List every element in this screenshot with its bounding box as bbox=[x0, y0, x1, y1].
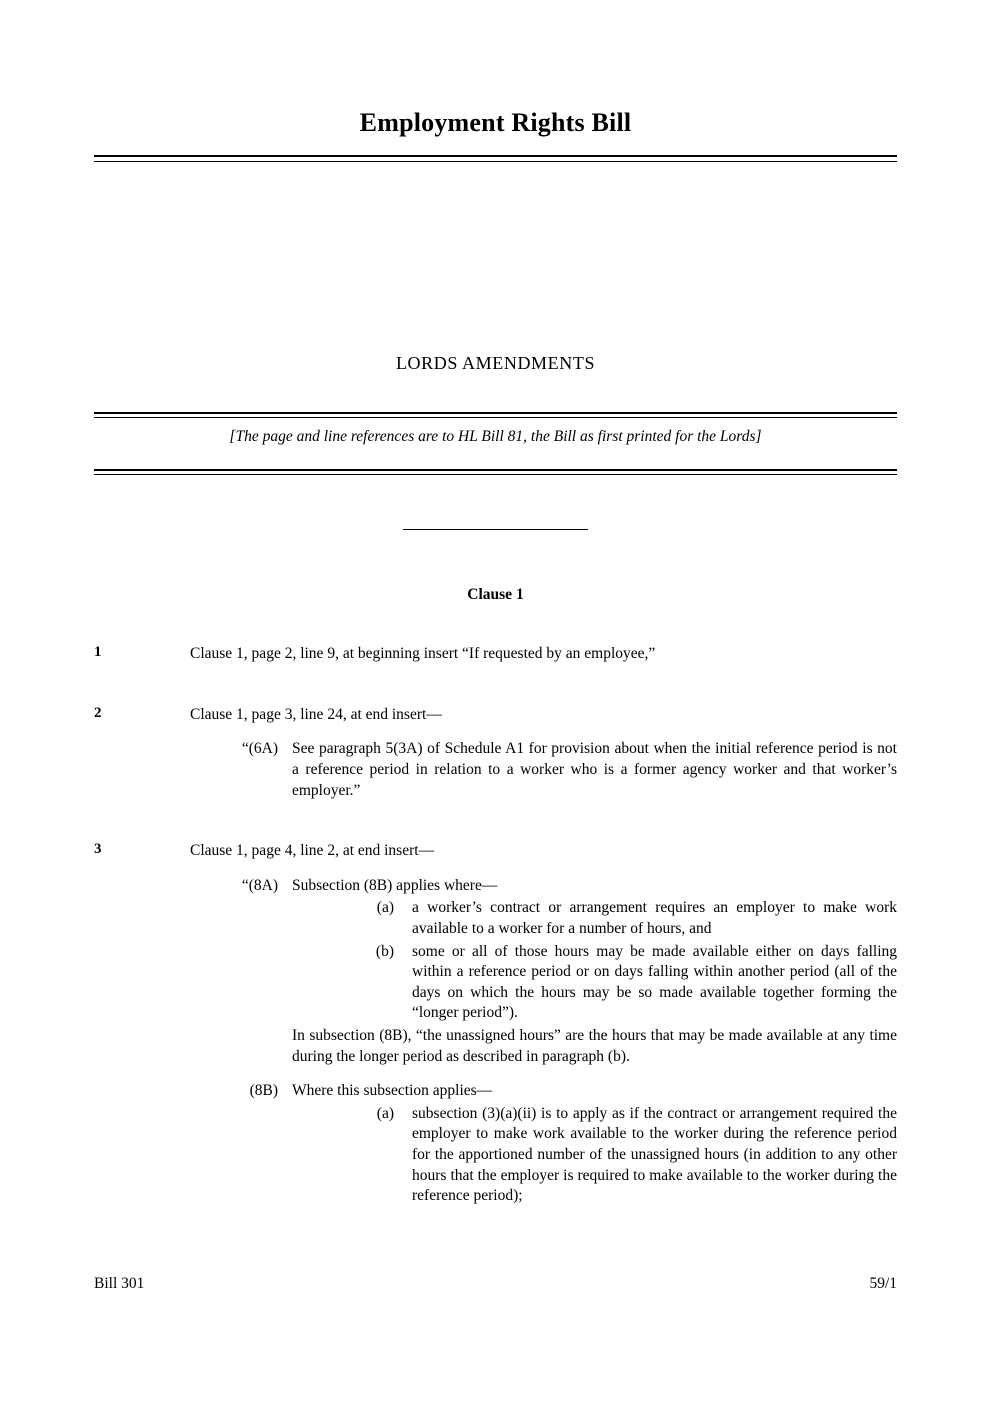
provision-closing-paragraph: In subsection (8B), “the unassigned hours” are the hours that may be made available at any time during the longer period as described in paragraph (b). bbox=[292, 1026, 897, 1065]
inserted-provision bbox=[190, 739, 897, 801]
sub-item-text: a worker’s contract or arrangement requires an employer to make work available to a worker for a number of hours, and bbox=[412, 899, 897, 937]
amendment-2 bbox=[94, 705, 897, 801]
document-content bbox=[94, 0, 897, 1207]
sub-item-text: some or all of those hours may be made available either on days falling within a reference period or on days falling within another period (all of the days on which the hours may be so made available together forming the “longer period”). bbox=[412, 942, 897, 1022]
reference-note: [The page and line references are to HL Bill 81, the Bill as first printed for the Lords] bbox=[229, 428, 762, 446]
page-footer bbox=[94, 1275, 897, 1293]
title-rule bbox=[94, 155, 897, 161]
section-divider bbox=[403, 529, 588, 530]
sub-item-label: (a) bbox=[376, 1104, 394, 1122]
sub-item-a bbox=[350, 1104, 897, 1207]
provision-text: Where this subsection applies— bbox=[292, 1082, 493, 1100]
amendment-number: 1 bbox=[94, 644, 102, 661]
provision-text: Subsection (8B) applies where— bbox=[292, 876, 498, 894]
provision-label: “(6A) bbox=[241, 740, 278, 758]
provision-label: “(8A) bbox=[241, 876, 278, 894]
note-bottom-rule bbox=[94, 469, 897, 475]
inserted-provision-8b bbox=[190, 1081, 897, 1207]
amendment-lead-text: Clause 1, page 3, line 24, at end insert— bbox=[190, 705, 442, 723]
sub-item-label: (a) bbox=[376, 899, 394, 917]
clause-heading: Clause 1 bbox=[467, 586, 524, 604]
amendment-number: 3 bbox=[94, 841, 102, 858]
bill-number: Bill 301 bbox=[94, 1275, 145, 1292]
sub-item-label: (b) bbox=[375, 942, 394, 960]
page-title: Employment Rights Bill bbox=[359, 108, 632, 137]
provision-text: See paragraph 5(3A) of Schedule A1 for provision about when the initial reference period is not a reference period in relation to a worker who is a former agency worker and that worker’s employer.” bbox=[292, 740, 897, 799]
amendment-body bbox=[190, 841, 897, 1207]
amendment-body bbox=[190, 644, 897, 665]
page-number: 59/1 bbox=[869, 1275, 897, 1292]
sub-item-a bbox=[350, 898, 897, 939]
reference-note-block bbox=[94, 412, 897, 475]
amendment-number: 2 bbox=[94, 704, 102, 721]
amendment-3 bbox=[94, 841, 897, 1207]
sub-item-b bbox=[350, 942, 897, 1024]
section-heading: LORDS AMENDMENTS bbox=[395, 352, 596, 373]
sub-item-text: subsection (3)(a)(ii) is to apply as if the contract or arrangement required the employer to make work available to the worker during the reference period for the apportioned number of the unassigned hours (in addition to any other hours that the employer is required to make available to the worker during the reference period); bbox=[412, 1104, 897, 1205]
provision-label: (8B) bbox=[249, 1082, 278, 1100]
amendment-1 bbox=[94, 644, 897, 665]
amendment-lead-text: Clause 1, page 2, line 9, at beginning insert “If requested by an employee,” bbox=[190, 645, 656, 663]
inserted-provision-8a bbox=[190, 876, 897, 1067]
amendment-body bbox=[190, 705, 897, 801]
amendment-lead-text: Clause 1, page 4, line 2, at end insert— bbox=[190, 842, 435, 860]
